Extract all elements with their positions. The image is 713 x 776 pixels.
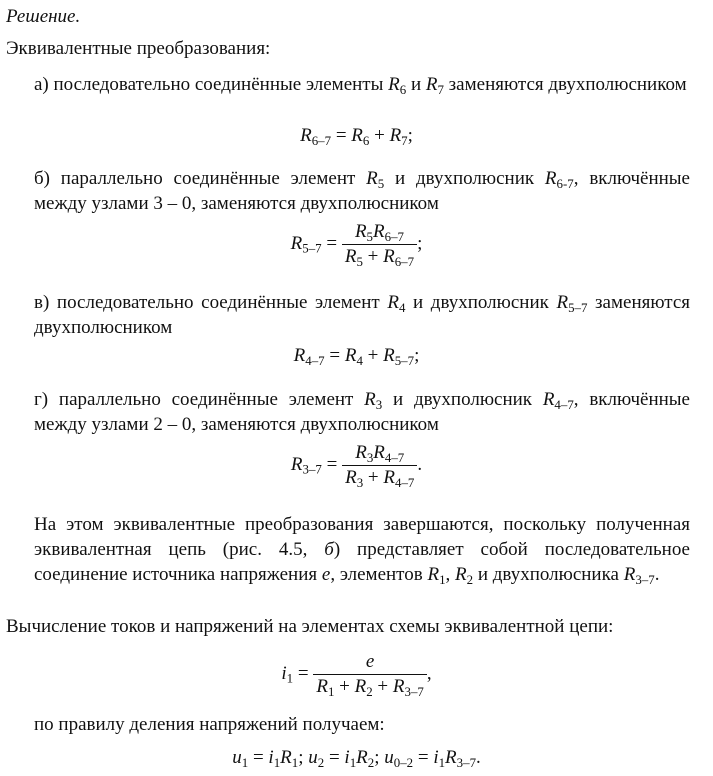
equation-r6-7: $R_{6-7} = R_6 + R_7$; — [300, 125, 413, 148]
equation-r3-7: $R_{3-7}$ = $\frac{R_3R_{4-7}}{R_3 + R_{4-7}}$ . — [290, 442, 423, 490]
equation-r4-7: $R_{4-7} = R_4 + R_{5-7}$; — [293, 345, 420, 368]
equation-i1: $i_1$ = $\frac{e}{R_1 + R_2 + R_{3-7}}$ , — [281, 651, 432, 699]
step-d: г) параллельно соединённые элемент $R_3$ и двухполюсник $R_{4-7}$, включённые между узлами 2 – 0, заменяются двухполюсником — [34, 389, 690, 435]
voltage-divider-text: по правилу деления напряжений получаем: — [34, 714, 385, 735]
step-c: в) последовательно соединённые элемент $R_4$ и двухполюсник $R_{5-7}$ заменяются двухполюсником — [34, 292, 690, 338]
conclusion-paragraph: На этом эквивалентные преобразования завершаются, поскольку полученная эквивалентная цепь (рис. 4.5, б) представляет собой последовательное соединение источника напряжения e, элементов $R_1$, $R_2$ и двухполюсника $R_{3-7}$. — [34, 514, 690, 587]
fraction-i1: $\frac{e}{R_1 + R_2 + R_{3-7}}$ — [313, 650, 427, 699]
fraction-r3-7: $\frac{R_3R_{4-7}}{R_3 + R_{4-7}}$ — [342, 441, 417, 490]
calc-intro: Вычисление токов и напряжений на элементах схемы эквивалентной цепи: — [6, 616, 614, 637]
solution-heading: Решение. — [6, 6, 81, 27]
fraction-r5-7: $\frac{R_5R_{6-7}}{R_5 + R_{6-7}}$ — [342, 220, 417, 269]
step-b: б) параллельно соединённые элемент $R_5$ и двухполюсник $R_{6-7}$, включённые между узлами 3 – 0, заменяются двухполюсником — [34, 168, 690, 214]
equation-voltages: $u_1 = i_1R_1$; $u_2 = i_1R_2$; $u_{0-2} = i_1R_{3-7}$. — [232, 747, 481, 770]
intro-text: Эквивалентные преобразования: — [6, 38, 271, 59]
step-a: а) последовательно соединённые элементы $R_6$ и $R_7$ заменяются двухполюсником — [34, 74, 687, 97]
equation-r5-7: $R_{5-7}$ = $\frac{R_5R_{6-7}}{R_5 + R_{6-7}}$ ; — [290, 221, 423, 269]
